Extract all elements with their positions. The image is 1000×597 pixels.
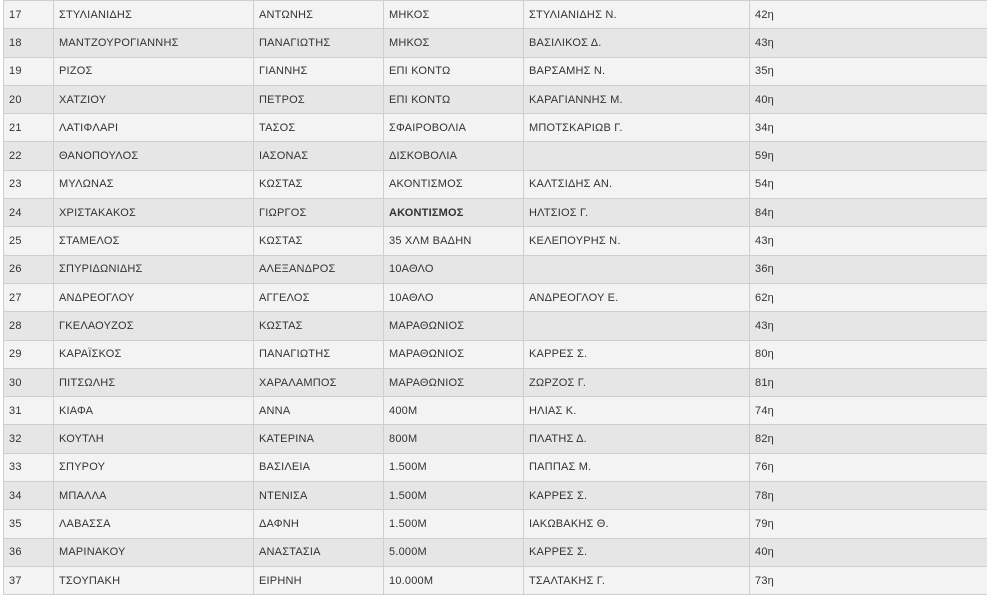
cell-number: 35 [4,510,54,538]
table-row [4,85,988,113]
cell-number: 24 [4,199,54,227]
cell-coach: ΣΤΥΛΙΑΝΙΔΗΣ Ν. [524,1,750,29]
cell-surname: ΡΙΖΟΣ [54,57,254,85]
cell-number: 22 [4,142,54,170]
cell-surname: ΓΚΕΛΑΟΥΖΟΣ [54,312,254,340]
cell-surname: ΠΙΤΣΩΛΗΣ [54,368,254,396]
cell-surname: ΚΟΥΤΛΗ [54,425,254,453]
table-row [4,397,988,425]
athletes-table-container [3,0,987,595]
cell-number: 32 [4,425,54,453]
table-row [4,566,988,594]
cell-rank: 54η [750,170,988,198]
cell-number: 17 [4,1,54,29]
cell-number: 21 [4,114,54,142]
cell-coach: ΜΠΟΤΣΚΑΡΙΩΒ Γ. [524,114,750,142]
cell-first-name: ΠΑΝΑΓΙΩΤΗΣ [254,340,384,368]
cell-event: ΜΑΡΑΘΩΝΙΟΣ [384,340,524,368]
cell-surname: ΜΑΡΙΝΑΚΟΥ [54,538,254,566]
cell-first-name: ΔΑΦΝΗ [254,510,384,538]
cell-number: 33 [4,453,54,481]
cell-event: 10.000Μ [384,566,524,594]
cell-coach: ΤΣΑΛΤΑΚΗΣ Γ. [524,566,750,594]
cell-first-name: ΠΑΝΑΓΙΩΤΗΣ [254,29,384,57]
cell-surname: ΛΑΒΑΣΣΑ [54,510,254,538]
table-row [4,425,988,453]
cell-number: 29 [4,340,54,368]
table-row [4,1,988,29]
cell-number: 31 [4,397,54,425]
cell-event: 35 ΧΛΜ ΒΑΔΗΝ [384,227,524,255]
cell-event: ΜΑΡΑΘΩΝΙΟΣ [384,368,524,396]
cell-coach: ΚΕΛΕΠΟΥΡΗΣ Ν. [524,227,750,255]
cell-number: 18 [4,29,54,57]
cell-surname: ΣΤΑΜΕΛΟΣ [54,227,254,255]
cell-number: 34 [4,482,54,510]
cell-surname: ΜΥΛΩΝΑΣ [54,170,254,198]
table-row [4,227,988,255]
cell-rank: 43η [750,29,988,57]
cell-event: 1.500Μ [384,510,524,538]
cell-coach: ΠΑΠΠΑΣ Μ. [524,453,750,481]
cell-rank: 76η [750,453,988,481]
cell-rank: 74η [750,397,988,425]
cell-first-name: ΚΩΣΤΑΣ [254,170,384,198]
cell-first-name: ΠΕΤΡΟΣ [254,85,384,113]
cell-rank: 42η [750,1,988,29]
cell-first-name: ΓΙΑΝΝΗΣ [254,57,384,85]
cell-rank: 79η [750,510,988,538]
cell-rank: 81η [750,368,988,396]
cell-surname: ΑΝΔΡΕΟΓΛΟΥ [54,283,254,311]
cell-event: ΜΑΡΑΘΩΝΙΟΣ [384,312,524,340]
cell-event: ΑΚΟΝΤΙΣΜΟΣ [384,170,524,198]
table-row [4,538,988,566]
cell-first-name: ΓΙΩΡΓΟΣ [254,199,384,227]
table-row [4,510,988,538]
cell-number: 27 [4,283,54,311]
cell-surname: ΣΤΥΛΙΑΝΙΔΗΣ [54,1,254,29]
cell-coach: ΒΑΡΣΑΜΗΣ Ν. [524,57,750,85]
cell-surname: ΚΑΡΑΪΣΚΟΣ [54,340,254,368]
table-row [4,142,988,170]
cell-number: 36 [4,538,54,566]
cell-rank: 59η [750,142,988,170]
cell-coach: ΚΑΡΡΕΣ Σ. [524,340,750,368]
cell-coach: ΚΑΛΤΣΙΔΗΣ ΑΝ. [524,170,750,198]
cell-rank: 78η [750,482,988,510]
cell-first-name: ΑΝΝΑ [254,397,384,425]
table-row [4,199,988,227]
cell-first-name: ΚΑΤΕΡΙΝΑ [254,425,384,453]
cell-first-name: ΙΑΣΟΝΑΣ [254,142,384,170]
cell-number: 25 [4,227,54,255]
cell-event: 800Μ [384,425,524,453]
cell-surname: ΜΑΝΤΖΟΥΡΟΓΙΑΝΝΗΣ [54,29,254,57]
cell-coach: ΖΩΡΖΟΣ Γ. [524,368,750,396]
cell-event: ΕΠΙ ΚΟΝΤΩ [384,57,524,85]
table-row [4,283,988,311]
cell-event: ΑΚΟΝΤΙΣΜΟΣ [384,199,524,227]
cell-event: ΕΠΙ ΚΟΝΤΩ [384,85,524,113]
cell-rank: 34η [750,114,988,142]
cell-first-name: ΧΑΡΑΛΑΜΠΟΣ [254,368,384,396]
cell-coach: ΚΑΡΑΓΙΑΝΝΗΣ Μ. [524,85,750,113]
cell-event: ΣΦΑΙΡΟΒΟΛΙΑ [384,114,524,142]
cell-event: ΔΙΣΚΟΒΟΛΙΑ [384,142,524,170]
right-gutter [987,0,1000,597]
cell-surname: ΚΙΑΦΑ [54,397,254,425]
table-body [4,1,988,595]
cell-event: 5.000Μ [384,538,524,566]
cell-rank: 80η [750,340,988,368]
cell-event: ΜΗΚΟΣ [384,29,524,57]
cell-surname: ΤΣΟΥΠΑΚΗ [54,566,254,594]
cell-number: 23 [4,170,54,198]
cell-rank: 73η [750,566,988,594]
cell-coach: ΗΛΙΑΣ Κ. [524,397,750,425]
cell-event: 400Μ [384,397,524,425]
table-row [4,453,988,481]
cell-rank: 84η [750,199,988,227]
cell-coach: ΚΑΡΡΕΣ Σ. [524,538,750,566]
table-row [4,29,988,57]
table-row [4,368,988,396]
cell-rank: 43η [750,312,988,340]
athletes-table [3,0,988,595]
cell-event: 10ΑΘΛΟ [384,283,524,311]
cell-coach: ΠΛΑΤΗΣ Δ. [524,425,750,453]
cell-surname: ΛΑΤΙΦΛΑΡΙ [54,114,254,142]
cell-event: 10ΑΘΛΟ [384,255,524,283]
cell-number: 26 [4,255,54,283]
cell-first-name: ΝΤΕΝΙΣΑ [254,482,384,510]
cell-coach [524,142,750,170]
table-row [4,482,988,510]
table-row [4,312,988,340]
cell-coach: ΑΝΔΡΕΟΓΛΟΥ Ε. [524,283,750,311]
table-row [4,340,988,368]
table-row [4,114,988,142]
table-row [4,255,988,283]
cell-rank: 40η [750,538,988,566]
cell-event: ΜΗΚΟΣ [384,1,524,29]
cell-surname: ΧΑΤΖΙΟΥ [54,85,254,113]
cell-number: 19 [4,57,54,85]
cell-surname: ΘΑΝΟΠΟΥΛΟΣ [54,142,254,170]
cell-first-name: ΒΑΣΙΛΕΙΑ [254,453,384,481]
cell-first-name: ΑΛΕΞΑΝΔΡΟΣ [254,255,384,283]
cell-surname: ΧΡΙΣΤΑΚΑΚΟΣ [54,199,254,227]
cell-first-name: ΚΩΣΤΑΣ [254,227,384,255]
cell-surname: ΜΠΑΛΛΑ [54,482,254,510]
cell-coach: ΗΛΤΣΙΟΣ Γ. [524,199,750,227]
cell-number: 30 [4,368,54,396]
cell-first-name: ΑΓΓΕΛΟΣ [254,283,384,311]
cell-number: 20 [4,85,54,113]
table-row [4,170,988,198]
cell-first-name: ΑΝΑΣΤΑΣΙΑ [254,538,384,566]
cell-first-name: ΕΙΡΗΝΗ [254,566,384,594]
cell-rank: 36η [750,255,988,283]
cell-first-name: ΑΝΤΩΝΗΣ [254,1,384,29]
cell-coach: ΒΑΣΙΛΙΚΟΣ Δ. [524,29,750,57]
cell-first-name: ΤΑΣΟΣ [254,114,384,142]
cell-rank: 82η [750,425,988,453]
cell-rank: 62η [750,283,988,311]
table-row [4,57,988,85]
cell-surname: ΣΠΥΡΟΥ [54,453,254,481]
cell-rank: 40η [750,85,988,113]
cell-event: 1.500Μ [384,482,524,510]
cell-coach [524,255,750,283]
cell-coach: ΙΑΚΩΒΑΚΗΣ Θ. [524,510,750,538]
cell-rank: 43η [750,227,988,255]
cell-coach: ΚΑΡΡΕΣ Σ. [524,482,750,510]
cell-number: 28 [4,312,54,340]
cell-first-name: ΚΩΣΤΑΣ [254,312,384,340]
cell-surname: ΣΠΥΡΙΔΩΝΙΔΗΣ [54,255,254,283]
cell-rank: 35η [750,57,988,85]
cell-event: 1.500Μ [384,453,524,481]
cell-coach [524,312,750,340]
cell-number: 37 [4,566,54,594]
